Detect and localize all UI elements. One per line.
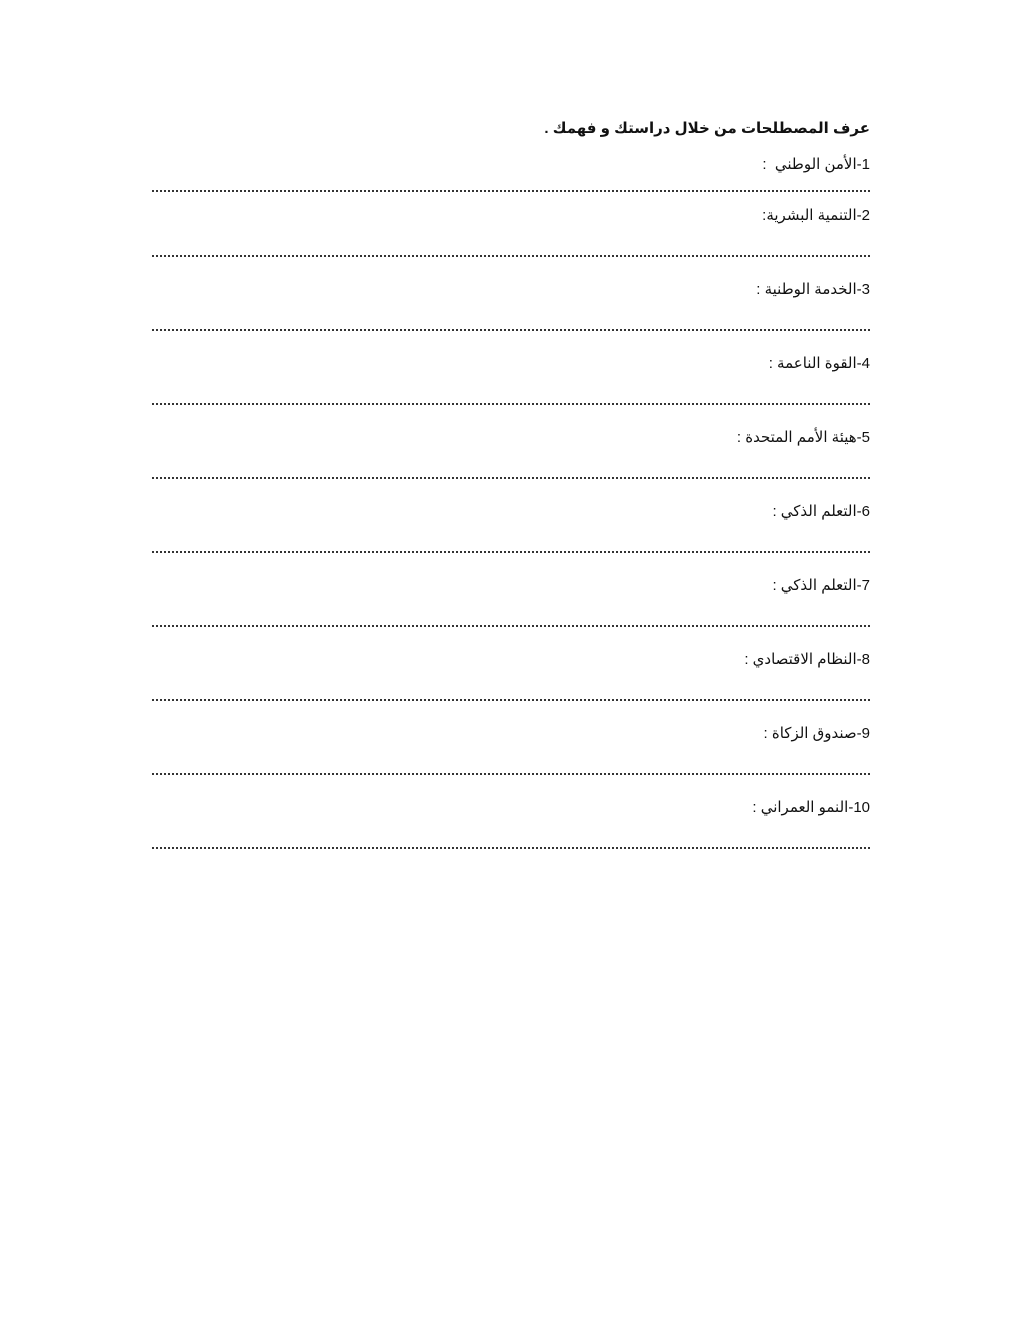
term-item-4 xyxy=(152,326,870,400)
worksheet-heading: عرف المصطلحات من خلال دراستك و فهمك . xyxy=(544,120,870,137)
term-item-10 xyxy=(152,770,870,844)
term-label: 3-الخدمة الوطنية : xyxy=(756,281,870,298)
term-label: 5-هيئة الأمم المتحدة : xyxy=(736,429,870,446)
term-item-2 xyxy=(152,178,870,252)
term-item-8 xyxy=(152,622,870,696)
term-label: 7-التعلم الذكي : xyxy=(772,577,870,594)
worksheet-content xyxy=(152,118,870,844)
term-label: 6-التعلم الذكي : xyxy=(772,503,870,520)
term-item-6 xyxy=(152,474,870,548)
term-item-7 xyxy=(152,548,870,622)
term-label: 8-النظام الاقتصادي : xyxy=(744,651,870,668)
term-label: 10-النمو العمراني : xyxy=(752,799,870,816)
term-item-5 xyxy=(152,400,870,474)
term-item-3 xyxy=(152,252,870,326)
term-label: 1-الأمن الوطني : xyxy=(762,156,870,173)
term-label: 4-القوة الناعمة : xyxy=(768,355,870,372)
term-label: 2-التنمية البشرية: xyxy=(762,207,870,224)
answer-line[interactable] xyxy=(152,847,870,849)
term-item-1 xyxy=(152,140,870,178)
term-label: 9-صندوق الزكاة : xyxy=(763,725,870,742)
term-item-9 xyxy=(152,696,870,770)
